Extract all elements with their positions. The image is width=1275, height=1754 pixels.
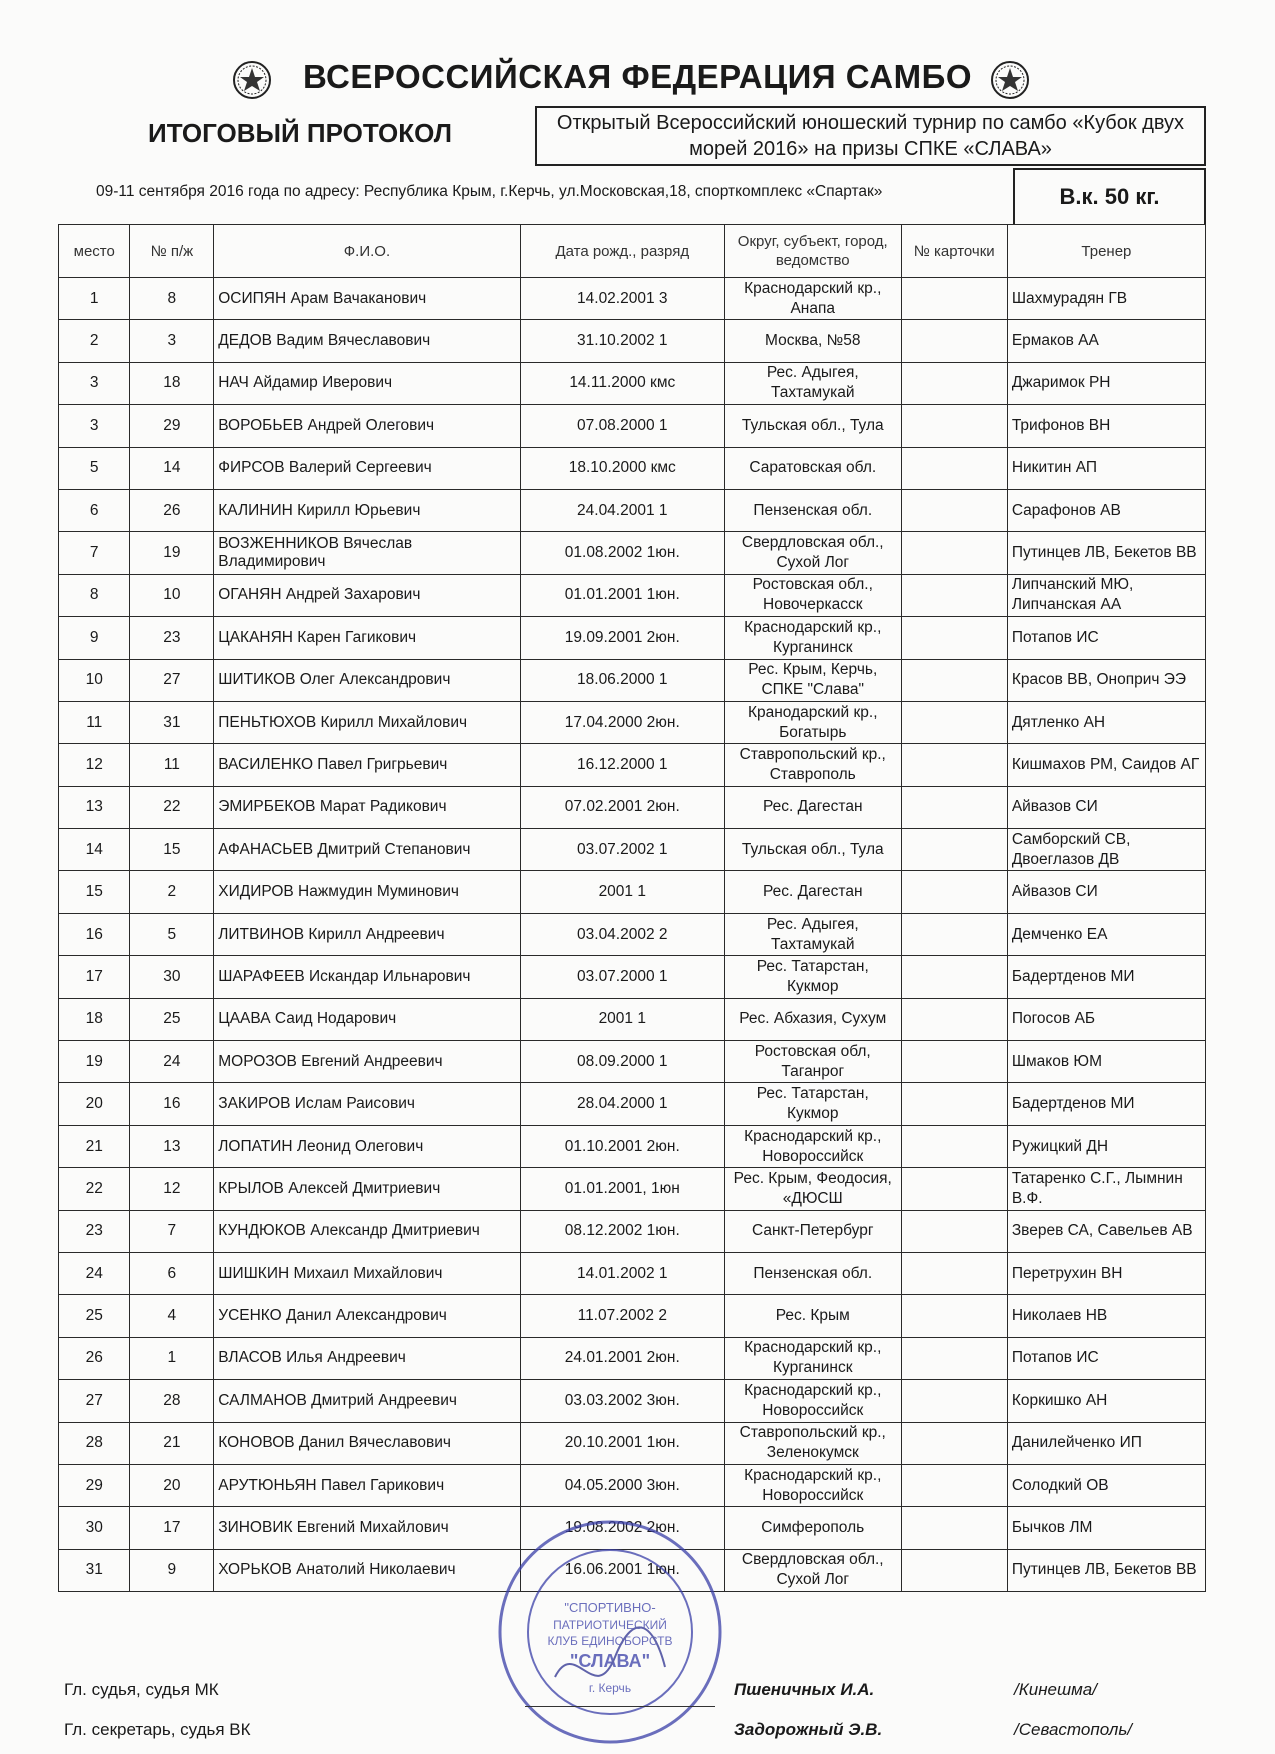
card-number-cell: [901, 405, 1007, 447]
table-row: [59, 1210, 1206, 1252]
card-number-cell: [901, 998, 1007, 1040]
coach-cell: Самборский СВ, Двоеглазов ДВ: [1007, 829, 1205, 871]
table-row: [59, 1125, 1206, 1167]
entry-number-cell: 23: [130, 617, 214, 659]
birthdate-rank-cell: 28.04.2000 1: [520, 1083, 724, 1125]
athlete-name-cell: ПЕНЬТЮХОВ Кирилл Михайлович: [214, 701, 520, 743]
athlete-name-cell: ЗИНОВИК Евгений Михайлович: [214, 1507, 520, 1549]
coach-cell: Айвазов СИ: [1007, 786, 1205, 828]
birthdate-rank-cell: 03.03.2002 3юн.: [520, 1380, 724, 1422]
birthdate-rank-cell: 03.07.2000 1: [520, 956, 724, 998]
table-row: [59, 1041, 1206, 1083]
region-cell: Ростовская обл, Таганрог: [724, 1041, 901, 1083]
entry-number-cell: 30: [130, 956, 214, 998]
region-cell: Рес. Крым: [724, 1295, 901, 1337]
region-cell: Свердловская обл., Сухой Лог: [724, 1549, 901, 1591]
table-row: [59, 1168, 1206, 1210]
birthdate-rank-cell: 01.08.2002 1юн.: [520, 532, 724, 574]
birthdate-rank-cell: 24.04.2001 1: [520, 489, 724, 531]
card-number-cell: [901, 1507, 1007, 1549]
birthdate-rank-cell: 14.11.2000 кмс: [520, 362, 724, 404]
athlete-name-cell: КРЫЛОВ Алексей Дмитриевич: [214, 1168, 520, 1210]
birthdate-rank-cell: 08.09.2000 1: [520, 1041, 724, 1083]
coach-cell: Бычков ЛМ: [1007, 1507, 1205, 1549]
entry-number-cell: 26: [130, 489, 214, 531]
entry-number-cell: 5: [130, 913, 214, 955]
coach-cell: Перетрухин ВН: [1007, 1252, 1205, 1294]
entry-number-cell: 31: [130, 701, 214, 743]
entry-number-cell: 24: [130, 1041, 214, 1083]
card-number-cell: [901, 1210, 1007, 1252]
card-number-cell: [901, 320, 1007, 362]
entry-number-cell: 11: [130, 744, 214, 786]
region-cell: Рес. Адыгея, Тахтамукай: [724, 362, 901, 404]
coach-cell: Демченко ЕА: [1007, 913, 1205, 955]
table-row: [59, 617, 1206, 659]
coach-cell: Джаримок РН: [1007, 362, 1205, 404]
table-row: [59, 1252, 1206, 1294]
card-number-cell: [901, 913, 1007, 955]
card-number-cell: [901, 1041, 1007, 1083]
column-header-num: № п/ж: [130, 225, 214, 278]
table-row: [59, 1380, 1206, 1422]
place-cell: 11: [59, 701, 130, 743]
birthdate-rank-cell: 2001 1: [520, 998, 724, 1040]
column-header-place: место: [59, 225, 130, 278]
coach-cell: Никитин АП: [1007, 447, 1205, 489]
coach-cell: Путинцев ЛВ, Бекетов ВВ: [1007, 1549, 1205, 1591]
table-row: [59, 320, 1206, 362]
table-row: [59, 1083, 1206, 1125]
region-cell: Пензенская обл.: [724, 489, 901, 531]
card-number-cell: [901, 659, 1007, 701]
entry-number-cell: 6: [130, 1252, 214, 1294]
place-cell: 5: [59, 447, 130, 489]
club-stamp: [495, 1517, 725, 1747]
entry-number-cell: 14: [130, 447, 214, 489]
coach-cell: Потапов ИС: [1007, 1337, 1205, 1379]
card-number-cell: [901, 786, 1007, 828]
athlete-name-cell: ЗАКИРОВ Ислам Раисович: [214, 1083, 520, 1125]
coach-cell: Шахмурадян ГВ: [1007, 278, 1205, 320]
place-cell: 25: [59, 1295, 130, 1337]
coach-cell: Солодкий ОВ: [1007, 1464, 1205, 1506]
entry-number-cell: 1: [130, 1337, 214, 1379]
table-header-row: [59, 225, 1206, 278]
athlete-name-cell: САЛМАНОВ Дмитрий Андреевич: [214, 1380, 520, 1422]
region-cell: Краснодарский кр., Анапа: [724, 278, 901, 320]
athlete-name-cell: ВОЗЖЕННИКОВ Вячеслав Владимирович: [214, 532, 520, 574]
region-cell: Ростовская обл., Новочеркасск: [724, 574, 901, 616]
athlete-name-cell: ОГАНЯН Андрей Захарович: [214, 574, 520, 616]
coach-cell: Данилейченко ИП: [1007, 1422, 1205, 1464]
entry-number-cell: 18: [130, 362, 214, 404]
entry-number-cell: 21: [130, 1422, 214, 1464]
region-cell: Тульская обл., Тула: [724, 405, 901, 447]
signature-line: [525, 1706, 715, 1707]
athlete-name-cell: ЭМИРБЕКОВ Марат Радикович: [214, 786, 520, 828]
table-row: [59, 278, 1206, 320]
birthdate-rank-cell: 01.01.2001, 1юн: [520, 1168, 724, 1210]
place-cell: 14: [59, 829, 130, 871]
card-number-cell: [901, 362, 1007, 404]
place-cell: 29: [59, 1464, 130, 1506]
coach-cell: Липчанский МЮ, Липчанская АА: [1007, 574, 1205, 616]
athlete-name-cell: ХОРЬКОВ Анатолий Николаевич: [214, 1549, 520, 1591]
place-cell: 7: [59, 532, 130, 574]
coach-cell: Айвазов СИ: [1007, 871, 1205, 913]
birthdate-rank-cell: 01.10.2001 2юн.: [520, 1125, 724, 1167]
region-cell: Рес. Татарстан, Кукмор: [724, 956, 901, 998]
card-number-cell: [901, 1464, 1007, 1506]
athlete-name-cell: ШИТИКОВ Олег Александрович: [214, 659, 520, 701]
athlete-name-cell: ЛИТВИНОВ Кирилл Андреевич: [214, 913, 520, 955]
place-cell: 28: [59, 1422, 130, 1464]
region-cell: Симферополь: [724, 1507, 901, 1549]
results-table: [58, 224, 1206, 1592]
table-row: [59, 913, 1206, 955]
card-number-cell: [901, 617, 1007, 659]
place-cell: 21: [59, 1125, 130, 1167]
table-row: [59, 701, 1206, 743]
athlete-name-cell: НАЧ Айдамир Иверович: [214, 362, 520, 404]
card-number-cell: [901, 744, 1007, 786]
birthdate-rank-cell: 08.12.2002 1юн.: [520, 1210, 724, 1252]
place-cell: 16: [59, 913, 130, 955]
athlete-name-cell: УСЕНКО Данил Александрович: [214, 1295, 520, 1337]
birthdate-rank-cell: 24.01.2001 2юн.: [520, 1337, 724, 1379]
place-cell: 20: [59, 1083, 130, 1125]
protocol-title: ИТОГОВЫЙ ПРОТОКОЛ: [148, 118, 452, 148]
table-row: [59, 447, 1206, 489]
card-number-cell: [901, 489, 1007, 531]
place-cell: 15: [59, 871, 130, 913]
table-row: [59, 362, 1206, 404]
entry-number-cell: 3: [130, 320, 214, 362]
place-cell: 10: [59, 659, 130, 701]
region-cell: Краснодарский кр., Курганинск: [724, 617, 901, 659]
chief-judge-name: Пшеничных И.А.: [734, 1680, 875, 1699]
card-number-cell: [901, 956, 1007, 998]
region-cell: Санкт-Петербург: [724, 1210, 901, 1252]
table-row: [59, 489, 1206, 531]
weight-category: В.к. 50 кг.: [1013, 168, 1206, 224]
svg-text:ПАТРИОТИЧЕСКИЙ: ПАТРИОТИЧЕСКИЙ: [553, 1618, 667, 1632]
birthdate-rank-cell: 03.07.2002 1: [520, 829, 724, 871]
card-number-cell: [901, 1252, 1007, 1294]
birthdate-rank-cell: 18.10.2000 кмс: [520, 447, 724, 489]
region-cell: Ставропольский кр., Ставрополь: [724, 744, 901, 786]
region-cell: Саратовская обл.: [724, 447, 901, 489]
region-cell: Кранодарский кр., Богатырь: [724, 701, 901, 743]
chief-secretary-city: /Севастополь/: [1014, 1720, 1133, 1739]
place-cell: 6: [59, 489, 130, 531]
chief-secretary-name: Задорожный Э.В.: [734, 1720, 883, 1739]
place-cell: 19: [59, 1041, 130, 1083]
column-header-name: Ф.И.О.: [214, 225, 520, 278]
birthdate-rank-cell: 18.06.2000 1: [520, 659, 724, 701]
entry-number-cell: 8: [130, 278, 214, 320]
card-number-cell: [901, 871, 1007, 913]
place-cell: 3: [59, 405, 130, 447]
place-cell: 3: [59, 362, 130, 404]
column-header-coach: Тренер: [1007, 225, 1205, 278]
tournament-title: Открытый Всероссийский юношеский турнир по самбо «Кубок двух морей 2016» на призы СПКЕ «СЛАВА»: [535, 106, 1206, 166]
entry-number-cell: 19: [130, 532, 214, 574]
coach-cell: Ружицкий ДН: [1007, 1125, 1205, 1167]
entry-number-cell: 25: [130, 998, 214, 1040]
card-number-cell: [901, 1125, 1007, 1167]
table-row: [59, 1295, 1206, 1337]
region-cell: Краснодарский кр., Курганинск: [724, 1337, 901, 1379]
entry-number-cell: 22: [130, 786, 214, 828]
entry-number-cell: 7: [130, 1210, 214, 1252]
athlete-name-cell: КУНДЮКОВ Александр Дмитриевич: [214, 1210, 520, 1252]
birthdate-rank-cell: 19.08.2002 2юн.: [520, 1507, 724, 1549]
table-row: [59, 1464, 1206, 1506]
birthdate-rank-cell: 11.07.2002 2: [520, 1295, 724, 1337]
athlete-name-cell: ОСИПЯН Арам Вачаканович: [214, 278, 520, 320]
table-row: [59, 829, 1206, 871]
place-cell: 27: [59, 1380, 130, 1422]
table-row: [59, 786, 1206, 828]
birthdate-rank-cell: 16.12.2000 1: [520, 744, 724, 786]
place-cell: 31: [59, 1549, 130, 1591]
region-cell: Пензенская обл.: [724, 1252, 901, 1294]
entry-number-cell: 10: [130, 574, 214, 616]
athlete-name-cell: ВАСИЛЕНКО Павел Григрьевич: [214, 744, 520, 786]
coach-cell: Коркишко АН: [1007, 1380, 1205, 1422]
table-row: [59, 998, 1206, 1040]
place-cell: 23: [59, 1210, 130, 1252]
athlete-name-cell: АРУТЮНЬЯН Павел Гарикович: [214, 1464, 520, 1506]
place-cell: 1: [59, 278, 130, 320]
region-cell: Рес. Крым, Керчь, СПКЕ "Слава": [724, 659, 901, 701]
athlete-name-cell: ВЛАСОВ Илья Андреевич: [214, 1337, 520, 1379]
athlete-name-cell: ЛОПАТИН Леонид Олегович: [214, 1125, 520, 1167]
place-cell: 30: [59, 1507, 130, 1549]
birthdate-rank-cell: 01.01.2001 1юн.: [520, 574, 724, 616]
region-cell: Рес. Адыгея, Тахтамукай: [724, 913, 901, 955]
entry-number-cell: 16: [130, 1083, 214, 1125]
birthdate-rank-cell: 2001 1: [520, 871, 724, 913]
table-row: [59, 1337, 1206, 1379]
birthdate-rank-cell: 20.10.2001 1юн.: [520, 1422, 724, 1464]
coach-cell: Трифонов ВН: [1007, 405, 1205, 447]
card-number-cell: [901, 532, 1007, 574]
coach-cell: Потапов ИС: [1007, 617, 1205, 659]
chief-judge-role: Гл. судья, судья МК: [64, 1680, 219, 1699]
coach-cell: Красов ВВ, Оноприч ЭЭ: [1007, 659, 1205, 701]
card-number-cell: [901, 1337, 1007, 1379]
card-number-cell: [901, 1083, 1007, 1125]
column-header-region: Округ, субъект, город, ведомство: [724, 225, 901, 278]
birthdate-rank-cell: 14.02.2001 3: [520, 278, 724, 320]
athlete-name-cell: ЦАКАНЯН Карен Гагикович: [214, 617, 520, 659]
coach-cell: Дятленко АН: [1007, 701, 1205, 743]
svg-text:"СЛАВА": "СЛАВА": [569, 1651, 651, 1671]
card-number-cell: [901, 447, 1007, 489]
place-cell: 13: [59, 786, 130, 828]
birthdate-rank-cell: 14.01.2002 1: [520, 1252, 724, 1294]
star-emblem-icon: [990, 60, 1030, 100]
table-row: [59, 574, 1206, 616]
column-header-card: № карточки: [901, 225, 1007, 278]
region-cell: Краснодарский кр., Новороссийск: [724, 1125, 901, 1167]
birthdate-rank-cell: 19.09.2001 2юн.: [520, 617, 724, 659]
birthdate-rank-cell: 03.04.2002 2: [520, 913, 724, 955]
coach-cell: Кишмахов РМ, Саидов АГ: [1007, 744, 1205, 786]
coach-cell: Бадертденов МИ: [1007, 1083, 1205, 1125]
birthdate-rank-cell: 07.02.2001 2юн.: [520, 786, 724, 828]
athlete-name-cell: МОРОЗОВ Евгений Андреевич: [214, 1041, 520, 1083]
region-cell: Рес. Дагестан: [724, 871, 901, 913]
region-cell: Рес. Крым, Феодосия, «ДЮСШ: [724, 1168, 901, 1210]
birthdate-rank-cell: 07.08.2000 1: [520, 405, 724, 447]
table-row: [59, 405, 1206, 447]
card-number-cell: [901, 829, 1007, 871]
svg-text:г. Керчь: г. Керчь: [588, 1681, 632, 1695]
region-cell: Свердловская обл., Сухой Лог: [724, 532, 901, 574]
coach-cell: Сарафонов АВ: [1007, 489, 1205, 531]
entry-number-cell: 13: [130, 1125, 214, 1167]
card-number-cell: [901, 574, 1007, 616]
card-number-cell: [901, 701, 1007, 743]
athlete-name-cell: КОНОВОВ Данил Вячеславович: [214, 1422, 520, 1464]
region-cell: Рес. Татарстан, Кукмор: [724, 1083, 901, 1125]
coach-cell: Николаев НВ: [1007, 1295, 1205, 1337]
card-number-cell: [901, 1549, 1007, 1591]
entry-number-cell: 20: [130, 1464, 214, 1506]
place-cell: 26: [59, 1337, 130, 1379]
birthdate-rank-cell: 17.04.2000 2юн.: [520, 701, 724, 743]
region-cell: Краснодарский кр., Новороссийск: [724, 1380, 901, 1422]
region-cell: Краснодарский кр., Новороссийск: [724, 1464, 901, 1506]
card-number-cell: [901, 1168, 1007, 1210]
chief-secretary-role: Гл. секретарь, судья ВК: [64, 1720, 251, 1739]
birthdate-rank-cell: 04.05.2000 3юн.: [520, 1464, 724, 1506]
region-cell: Тульская обл., Тула: [724, 829, 901, 871]
birthdate-rank-cell: 31.10.2002 1: [520, 320, 724, 362]
entry-number-cell: 27: [130, 659, 214, 701]
table-row: [59, 532, 1206, 574]
region-cell: Рес. Абхазия, Сухум: [724, 998, 901, 1040]
coach-cell: Путинцев ЛВ, Бекетов ВВ: [1007, 532, 1205, 574]
athlete-name-cell: ХИДИРОВ Нажмудин Муминович: [214, 871, 520, 913]
entry-number-cell: 15: [130, 829, 214, 871]
coach-cell: Шмаков ЮМ: [1007, 1041, 1205, 1083]
svg-text:КЛУБ ЕДИНОБОРСТВ: КЛУБ ЕДИНОБОРСТВ: [547, 1634, 673, 1648]
entry-number-cell: 12: [130, 1168, 214, 1210]
region-cell: Москва, №58: [724, 320, 901, 362]
card-number-cell: [901, 278, 1007, 320]
athlete-name-cell: ДЕДОВ Вадим Вячеславович: [214, 320, 520, 362]
place-cell: 12: [59, 744, 130, 786]
coach-cell: Зверев СА, Савельев АВ: [1007, 1210, 1205, 1252]
table-row: [59, 871, 1206, 913]
entry-number-cell: 2: [130, 871, 214, 913]
table-row: [59, 744, 1206, 786]
place-cell: 24: [59, 1252, 130, 1294]
chief-judge-city: /Кинешма/: [1014, 1680, 1097, 1699]
athlete-name-cell: АФАНАСЬЕВ Дмитрий Степанович: [214, 829, 520, 871]
athlete-name-cell: ШАРАФЕЕВ Искандар Ильнарович: [214, 956, 520, 998]
place-cell: 17: [59, 956, 130, 998]
region-cell: Рес. Дагестан: [724, 786, 901, 828]
entry-number-cell: 9: [130, 1549, 214, 1591]
coach-cell: Ермаков АА: [1007, 320, 1205, 362]
birthdate-rank-cell: 16.06.2001 1юн.: [520, 1549, 724, 1591]
card-number-cell: [901, 1295, 1007, 1337]
region-cell: Ставропольский кр., Зеленокумск: [724, 1422, 901, 1464]
table-row: [59, 659, 1206, 701]
coach-cell: Бадертденов МИ: [1007, 956, 1205, 998]
venue-line: 09-11 сентября 2016 года по адресу: Республика Крым, г.Керчь, ул.Московская,18, спорткомплекс «Спартак»: [96, 183, 883, 200]
entry-number-cell: 29: [130, 405, 214, 447]
athlete-name-cell: ШИШКИН Михаил Михайлович: [214, 1252, 520, 1294]
athlete-name-cell: ФИРСОВ Валерий Сергеевич: [214, 447, 520, 489]
coach-cell: Татаренко С.Г., Лымнин В.Ф.: [1007, 1168, 1205, 1210]
column-header-dob: Дата рожд., разряд: [520, 225, 724, 278]
table-row: [59, 1422, 1206, 1464]
svg-text:"СПОРТИВНО-: "СПОРТИВНО-: [564, 1600, 656, 1615]
entry-number-cell: 28: [130, 1380, 214, 1422]
entry-number-cell: 17: [130, 1507, 214, 1549]
federation-title: ВСЕРОССИЙСКАЯ ФЕДЕРАЦИЯ САМБО: [302, 58, 973, 95]
athlete-name-cell: ЦААВА Саид Нодарович: [214, 998, 520, 1040]
place-cell: 8: [59, 574, 130, 616]
place-cell: 18: [59, 998, 130, 1040]
table-row: [59, 956, 1206, 998]
place-cell: 9: [59, 617, 130, 659]
athlete-name-cell: ВОРОБЬЕВ Андрей Олегович: [214, 405, 520, 447]
entry-number-cell: 4: [130, 1295, 214, 1337]
athlete-name-cell: КАЛИНИН Кирилл Юрьевич: [214, 489, 520, 531]
place-cell: 2: [59, 320, 130, 362]
place-cell: 22: [59, 1168, 130, 1210]
card-number-cell: [901, 1380, 1007, 1422]
card-number-cell: [901, 1422, 1007, 1464]
coach-cell: Погосов АБ: [1007, 998, 1205, 1040]
